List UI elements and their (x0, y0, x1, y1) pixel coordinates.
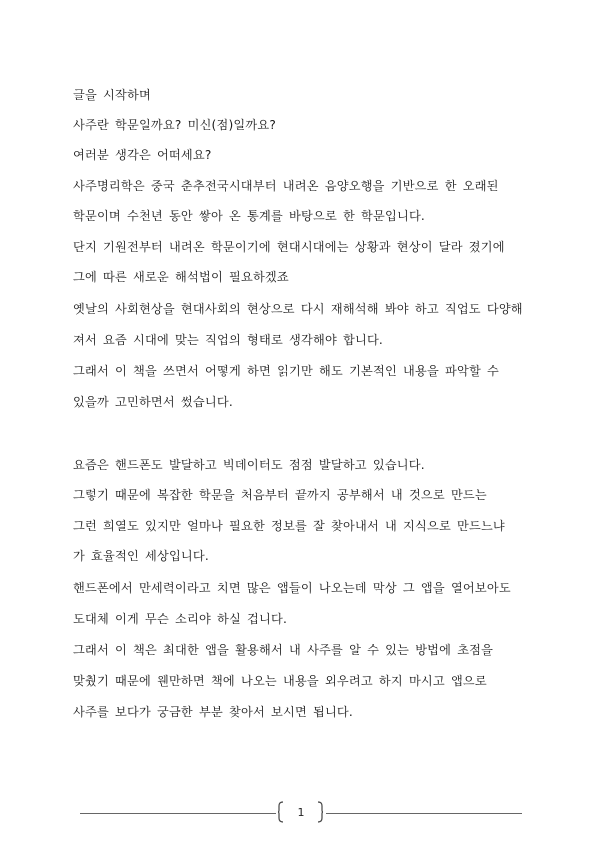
text-line: 옛날의 사회현상을 현대사회의 현상으로 다시 재해석해 봐야 하고 직업도 다양해 (73, 302, 523, 316)
text-line: 사주를 보다가 궁금한 부분 찾아서 보시면 됩니다. (73, 705, 353, 719)
text-line: 글을 시작하며 (73, 88, 151, 102)
text-line: 그렇기 때문에 복잡한 학문을 처음부터 끝까지 공부해서 내 것으로 만드는 (73, 488, 487, 502)
text-line: 단지 기원전부터 내려온 학문이기에 현대시대에는 상황과 현상이 달라 졌기에 (73, 240, 505, 254)
text-line: 그에 따른 새로운 해석법이 필요하겠죠 (73, 270, 289, 284)
text-line: 져서 요즘 시대에 맞는 직업의 형태로 생각해야 합니다. (73, 333, 384, 347)
text-line: 사주명리학은 중국 춘추전국시대부터 내려온 음양오행을 기반으로 한 오래된 (73, 179, 499, 193)
footer-rule-left (80, 813, 276, 814)
text-line: 그래서 이 책을 쓰면서 어떻게 하면 읽기만 해도 기본적인 내용을 파악할 수 (73, 364, 500, 378)
text-line: 여러분 생각은 어떠세요? (73, 148, 212, 162)
text-line: 있을까 고민하면서 썼습니다. (73, 395, 233, 409)
text-line: 도대체 이게 무슨 소리야 하실 겁니다. (73, 612, 288, 626)
page-number: 1 (297, 806, 305, 819)
text-line: 학문이며 수천년 동안 쌓아 온 통계를 바탕으로 한 학문입니다. (73, 209, 425, 223)
text-line: 맞췄기 때문에 웬만하면 책에 나오는 내용을 외우려고 하지 마시고 앱으로 (73, 674, 487, 688)
text-line: 그래서 이 책은 최대한 앱을 활용해서 내 사주를 알 수 있는 방법에 초점을 (73, 643, 494, 657)
footer-bracket-right-icon (317, 801, 323, 823)
footer-bracket-left-icon (278, 801, 284, 823)
text-line: 핸드폰에서 만세력이라고 치면 많은 앱들이 나오는데 막상 그 앱을 열어보아도 (73, 581, 511, 595)
footer-rule-right (326, 813, 522, 814)
text-line: 요즘은 핸드폰도 발달하고 빅데이터도 점점 발달하고 있습니다. (73, 458, 425, 472)
text-line: 가 효율적인 세상입니다. (73, 549, 209, 563)
text-line: 사주란 학문일까요? 미신(점)일까요? (73, 118, 277, 132)
text-line: 그런 희열도 있지만 얼마나 필요한 정보를 잘 찾아내서 내 지식으로 만드느냐 (73, 519, 505, 533)
